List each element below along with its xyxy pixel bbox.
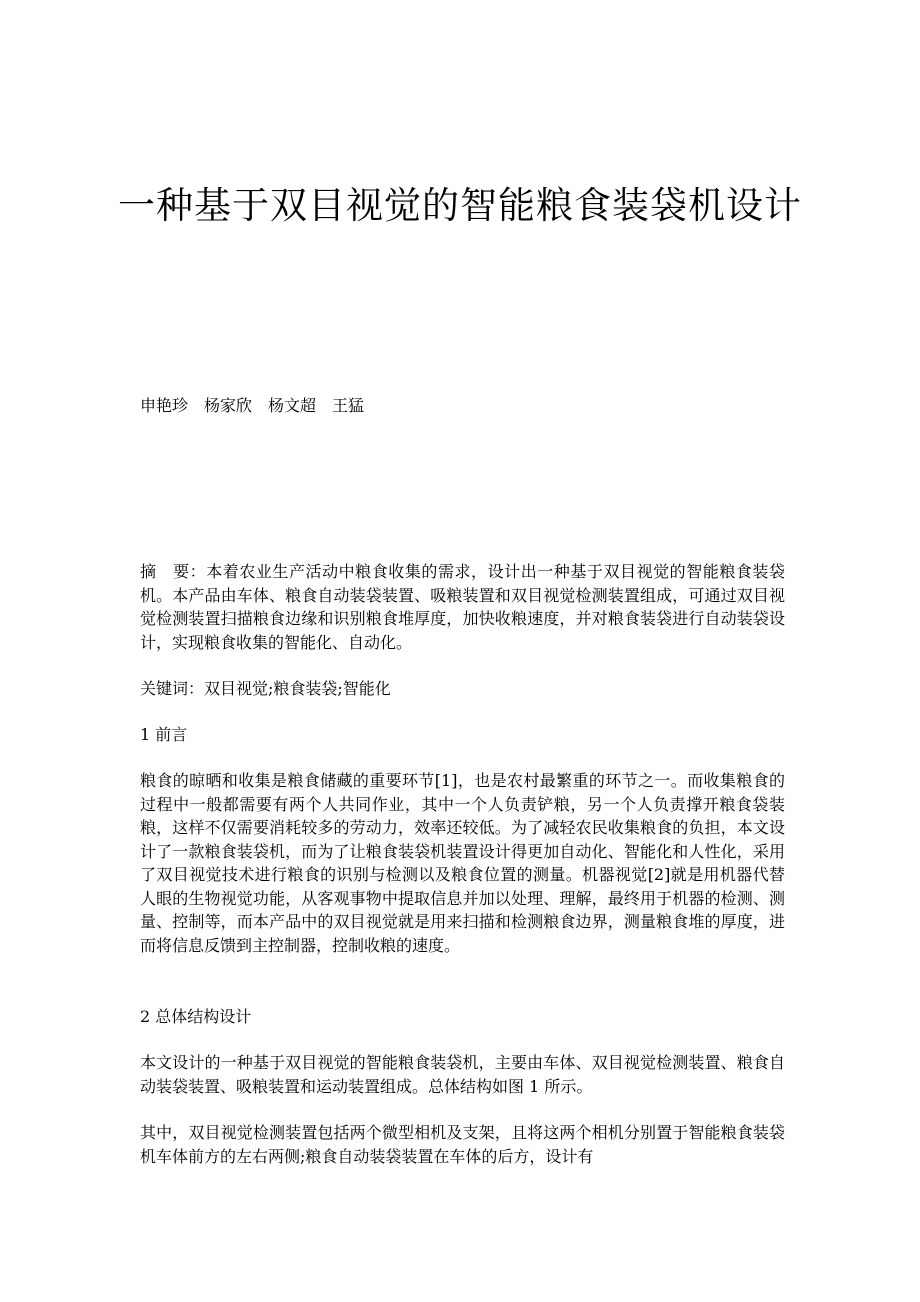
keywords-label: 关键词： [140, 679, 205, 698]
abstract-label: 摘 要： [140, 562, 207, 581]
section-2-paragraph-2: 其中，双目视觉检测装置包括两个微型相机及支架，且将这两个相机分别置于智能粮食装袋机车体前方的左右两侧;粮食自动装袋装置在车体的后方，设计有 [140, 1123, 785, 1166]
abstract [140, 560, 785, 654]
author-list: 申艳珍 杨家欣 杨文超 王猛 [140, 396, 365, 415]
keywords-text: 双目视觉;粮食装袋;智能化 [204, 679, 391, 698]
paper-title: 一种基于双目视觉的智能粮食装袋机设计 [118, 184, 802, 227]
section-2-paragraph-1: 本文设计的一种基于双目视觉的智能粮食装袋机，主要由车体、双目视觉检测装置、粮食自动装袋装置、吸粮装置和运动装置组成。总体结构如图 1 所示。 [140, 1053, 785, 1096]
section-1-heading: 1 前言 [140, 725, 188, 744]
section-2-heading: 2 总体结构设计 [140, 1007, 252, 1026]
section-1-paragraph: 粮食的晾晒和收集是粮食储藏的重要环节[1]，也是农村最繁重的环节之一。而收集粮食的过程中一般都需要有两个人共同作业，其中一个人负责铲粮，另一个人负责撑开粮食袋装粮，这样不仅需要消耗较多的劳动力，效率还较低。为了减轻农民收集粮食的负担，本文设计了一款粮食装袋机，而为了让粮食装袋机装置设计得更加自动化、智能化和人性化，采用了双目视觉技术进行粮食的识别与检测以及粮食位置的测量。机器视觉[2]就是用机器代替人眼的生物视觉功能，从客观事物中提取信息并加以处理、理解，最终用于机器的检测、测量、控制等，而本产品中的双目视觉就是用来扫描和检测粮食边界，测量粮食堆的厚度，进而将信息反馈到主控制器，控制收粮的速度。 [140, 771, 785, 955]
keywords [140, 677, 785, 701]
abstract-text: 本着农业生产活动中粮食收集的需求，设计出一种基于双目视觉的智能粮食装袋机。本产品由车体、粮食自动装袋装置、吸粮装置和双目视觉检测装置组成，可通过双目视觉检测装置扫描粮食边缘和识别粮食堆厚度，加快收粮速度，并对粮食装袋进行自动装袋设计，实现粮食收集的智能化、自动化。 [140, 562, 785, 652]
